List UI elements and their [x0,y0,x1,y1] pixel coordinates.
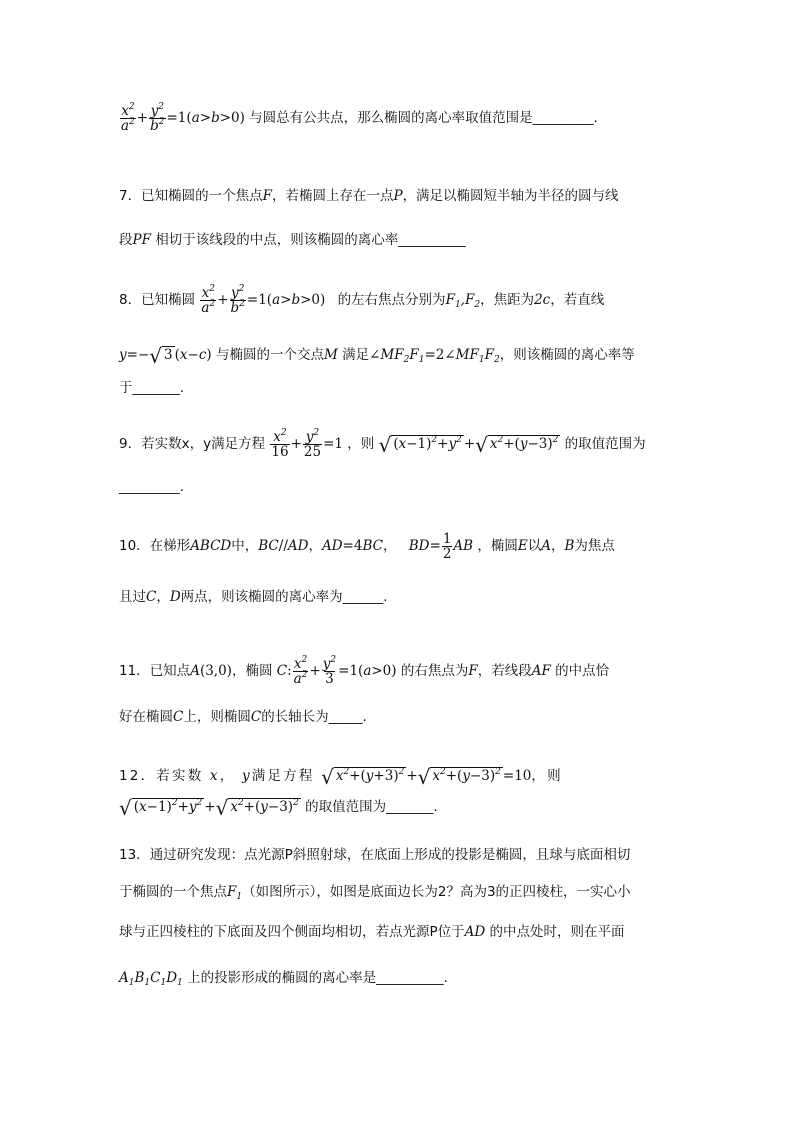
q10-number: 10． [119,538,150,555]
q8-line1: 8．已知椭圆 $\frac{x^2}{a^2}$ + $\frac{y^2}{b^2}$ =1(a>b>0) 的左右焦点分别为$F_1,F_2$，焦距为2c，若直线 [119,284,605,317]
q11-point-a: A(3,0) [190,663,232,680]
q9-ellipse-equation: $\frac{x^2}{16}$ + $\frac{y^2}{25}$ =1 [271,428,343,461]
q10-var-abcd: ABCD [190,538,232,555]
q11-blank: _____. [328,709,367,725]
q7-blank: __________ [398,232,466,248]
q10-line2: 且过C，D两点，则该椭圆的离心率为______. [119,589,388,605]
q8-blank: _______. [132,380,185,396]
q12-line1: 12．若实数 x， y满足方程 √ $x^2+(y+3)^2$ +√ $x^2+(y-3)^2 =10$，则 [119,764,563,789]
q6-text: 与圆总有公共点，那么椭圆的离心率取值范围是 [249,110,533,127]
q13-line3: 球与正四棱柱的下底面及四个侧面均相切，若点光源P位于AD 的中点处时，则在平面 [119,924,625,940]
q7-var-p: P [393,188,403,204]
q13-number: 13． [119,847,150,863]
q11-number: 11． [119,663,150,680]
q8-number: 8． [119,292,142,309]
q9-line1: 9．若实数x，y满足方程 $\frac{x^2}{16}$ + $\frac{y^2}{25}$ =1 ，则 √ $(x-1)^2+y^2$ +√ $x^2+(y-3)^2$ 的取值范围为 [119,428,646,461]
q13-line1: 13．通过研究发现：点光源P斜照射球，在底面上形成的投影是椭圆，且球与底面相切 [119,847,631,863]
q9-line2 [119,479,184,495]
q7-line1: 7．已知椭圆的一个焦点F，若椭圆上存在一点P，满足以椭圆短半轴为半径的圆与线 [119,188,619,204]
q8-var-m: M [323,347,338,363]
q10-line1: 10．在梯形ABCD中，BC//AD，AD=4BC， BD= $\frac{1}{2}$ AB ，椭圆E以A，B为焦点 [119,531,615,563]
q9-distance-expression: √ $(x-1)^2+y^2$ +√ $x^2+(y-3)^2$ [378,432,559,457]
q8-var-foci: $F_1,F_2$ [445,292,481,311]
q8-line2: y=−√ 3 (x−c) 与椭圆的一个交点M 满足$\angle MF_2F_1=2\angle MF_1F_2$，则该椭圆的离心率等 [119,343,635,368]
q7-line2: 段PF 相切于该线段的中点，则该椭圆的离心率__________ [119,232,466,248]
q6-line [119,104,598,133]
q6-ellipse-equation: $\frac{x^2}{a^2}$ + $\frac{y^2}{b^2}$ =1(a>b>0) [121,102,245,135]
q13-line2: 于椭圆的一个焦点$F_1$（如图所示），如图是底面边长为2？高为3的正四棱柱，一实心小 [119,884,631,902]
q13-var-f1: $F_1$ [227,884,243,902]
q11-ellipse-equation: C: $\frac{x^2}{a^2}$ + $\frac{y^2}{3}$ =1(a>0) [276,655,397,688]
q10-ad-eq: AD=4BC [321,538,383,555]
q10-parallel: BC//AD [258,538,309,555]
q12-expression: √ $(x-1)^2+y^2$ +√ $x^2+(y-3)^2$ [119,795,299,820]
q10-bd-eq: BD= $\frac{1}{2}$ AB [408,531,474,563]
q7-var-pf: PF [132,232,151,248]
q8-line3: 于_______. [119,380,185,396]
q9-number: 9． [119,436,142,453]
q12-line2: √ $(x-1)^2+y^2$ +√ $x^2+(y-3)^2$ 的取值范围为_______. [119,795,438,820]
q11-line1: 11．已知点A(3,0)，椭圆 C: $\frac{x^2}{a^2}$ + $\frac{y^2}{3}$ =1(a>0) 的右焦点为F，若线段AF 的中点恰 [119,655,610,688]
q8-line-equation: y=−√ 3 (x−c) [119,343,212,368]
q11-line2: 好在椭圆C上，则椭圆C的长轴长为_____. [119,709,367,725]
q13-line4: $A_1B_1C_1D_1$ 上的投影形成的椭圆的离心率是__________. [119,970,448,988]
q8-angle-condition: $\angle MF_2F_1=2\angle MF_1F_2$ [369,347,500,365]
q12-equation: √ $x^2+(y+3)^2$ +√ $x^2+(y-3)^2 =10$ [321,764,532,789]
q12-blank: _______. [386,799,438,815]
q9-blank: _________. [119,479,185,495]
q12-number: 12 [119,768,141,784]
q13-blank: __________. [376,970,448,986]
q7-number: 7． [119,188,142,204]
q7-var-f: F [262,188,272,204]
q10-blank: ______. [342,589,388,605]
q10-var-e: E [517,538,528,555]
q8-ellipse-equation: $\frac{x^2}{a^2}$ + $\frac{y^2}{b^2}$ =1(a>b>0) [201,284,326,317]
q8-var-2c: 2c [534,292,551,309]
q13-plane: $A_1B_1C_1D_1$ [119,970,183,988]
q6-blank: _________. [532,110,598,127]
